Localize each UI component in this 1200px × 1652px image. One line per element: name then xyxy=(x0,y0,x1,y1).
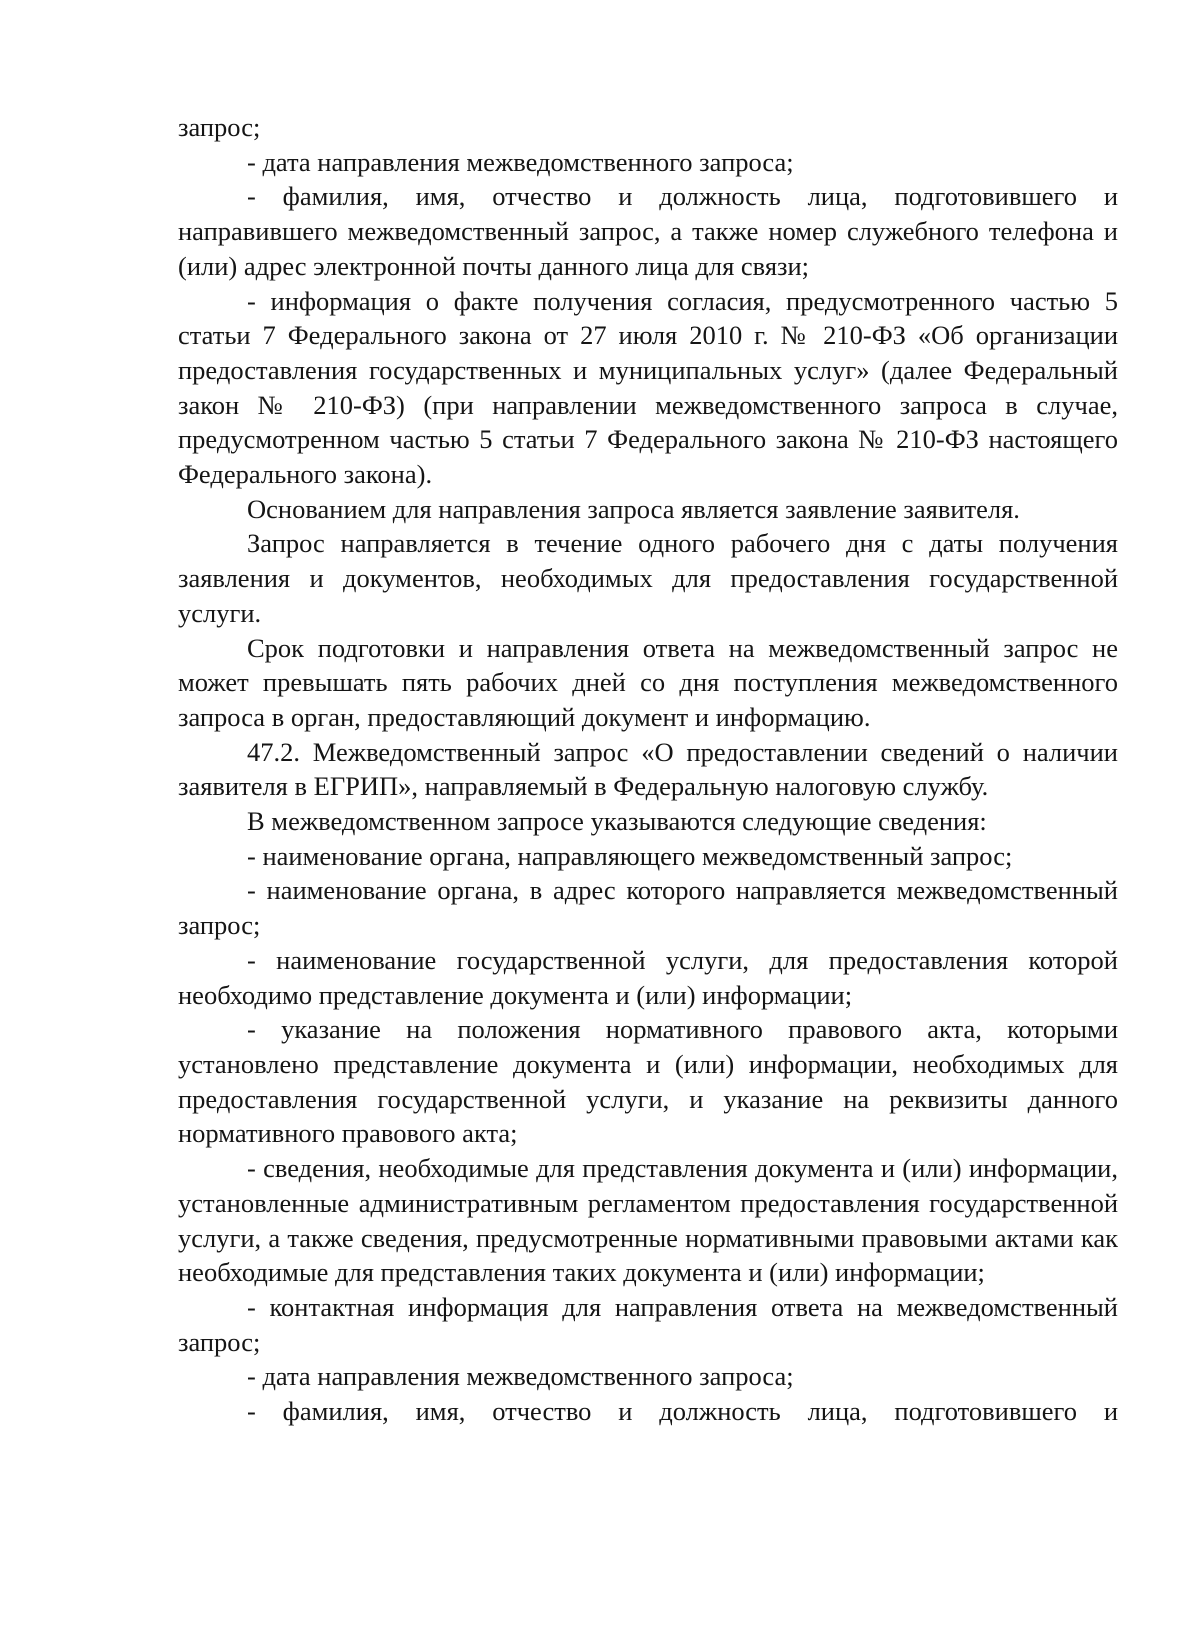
paragraph: - сведения, необходимые для представления документа и (или) информации, установленные административным регламентом предоставления государственной услуги, а также сведения, предусмотренные нормативными правовыми актами как необходимые для представления таких документа и (или) информации; xyxy=(178,1153,1118,1288)
paragraph: - наименование органа, в адрес которого направляется межведомственный запрос; xyxy=(178,875,1118,941)
paragraph: - наименование органа, направляющего межведомственный запрос; xyxy=(247,840,1013,871)
paragraph: Запрос направляется в течение одного рабочего дня с даты получения заявления и документов, необходимых для предоставления государственной услуги. xyxy=(178,528,1118,628)
paragraph: - указание на положения нормативного правового акта, которыми установлено представление документа и (или) информации, необходимых для предоставления государственной услуги, и указание на реквизиты данного нормативного правового акта; xyxy=(178,1014,1118,1149)
paragraph: Срок подготовки и направления ответа на межведомственный запрос не может превышать пять рабочих дней со дня поступления межведомственного запроса в орган, предоставляющий документ и информацию. xyxy=(178,632,1118,732)
paragraph: Основанием для направления запроса является заявление заявителя. xyxy=(247,493,1020,524)
paragraph: - информация о факте получения согласия, предусмотренного частью 5 статьи 7 Федерального закона от 27 июля 2010 г. № 210-ФЗ «Об организации предоставления государственных и муниципальных услуг» (далее Федеральный закон № 210-ФЗ) (при направлении межведомственного запроса в случае, предусмотренном частью 5 статьи 7 Федерального закона № 210-ФЗ настоящего Федерального закона). xyxy=(178,285,1118,490)
paragraph: запрос; xyxy=(178,112,261,142)
paragraph: 47.2. Межведомственный запрос «О предоставлении сведений о наличии заявителя в ЕГРИП», направляемый в Федеральную налоговую службу. xyxy=(178,736,1118,802)
paragraph: - дата направления межведомственного запроса; xyxy=(247,1361,794,1392)
paragraph: - фамилия, имя, отчество и должность лица, подготовившего и направившего межведомственный запрос, а также номер служебного телефона и (или) адрес электронной почты данного лица для связи; xyxy=(178,181,1118,281)
paragraph: - дата направления межведомственного запроса; xyxy=(247,146,794,177)
paragraph: - наименование государственной услуги, для предоставления которой необходимо представление документа и (или) информации; xyxy=(178,944,1118,1010)
paragraph: В межведомственном запросе указываются следующие сведения: xyxy=(247,806,987,837)
paragraph: - фамилия, имя, отчество и должность лица, подготовившего и xyxy=(247,1396,1118,1427)
paragraph: - контактная информация для направления ответа на межведомственный запрос; xyxy=(178,1291,1118,1357)
document-body xyxy=(178,110,1118,1429)
